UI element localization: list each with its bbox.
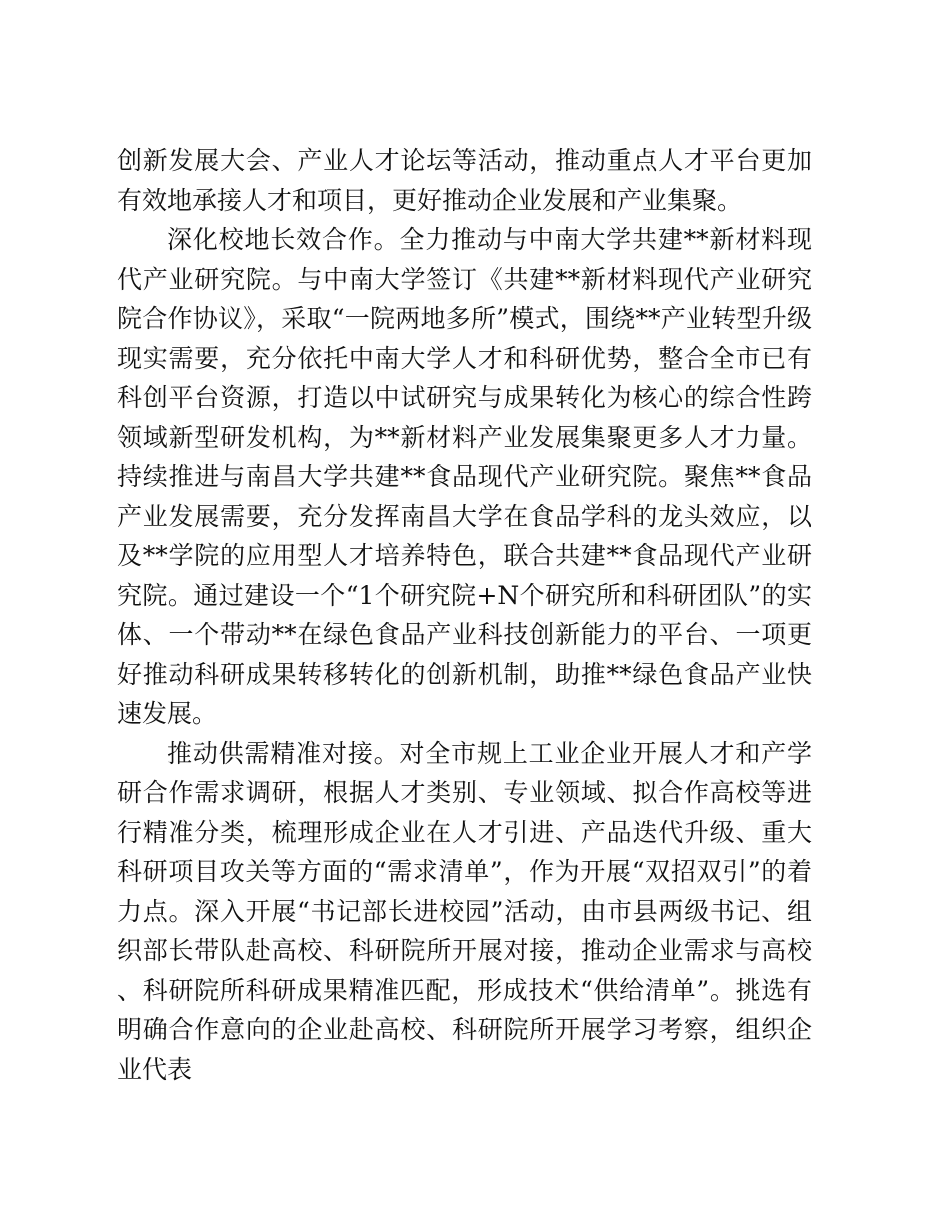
document-body: [117, 141, 812, 1089]
paragraph-supply-demand: 推动供需精准对接。对全市规上工业企业开展人才和产学研合作需求调研，根据人才类别、专业领域、拟合作高校等进行精准分类，梳理形成企业在人才引进、产品迭代升级、重大科研项目攻关等方面的“需求清单”，作为开展“双招双引”的着力点。深入开展“书记部长进校园”活动，由市县两级书记、组织部长带队赴高校、科研院所开展对接，推动企业需求与高校、科研院所科研成果精准匹配，形成技术“供给清单”。挑选有明确合作意向的企业赴高校、科研院所开展学习考察，组织企业代表: [117, 738, 812, 1084]
paragraph-school-cooperation: 深化校地长效合作。全力推动与中南大学共建**新材料现代产业研究院。与中南大学签订《共建**新材料现代产业研究院合作协议》，采取“一院两地多所”模式，围绕**产业转型升级现实需要，充分依托中南大学人才和科研优势，整合全市已有科创平台资源，打造以中试研究与成果转化为核心的综合性跨领域新型研发机构，为**新材料产业发展集聚更多人才力量。持续推进与南昌大学共建**食品现代产业研究院。聚焦**食品产业发展需要，充分发挥南昌大学在食品学科的龙头效应，以及**学院的应用型人才培养特色，联合共建**食品现代产业研究院。通过建设一个“1个研究院+N个研究所和科研团队”的实体、一个带动**在绿色食品产业科技创新能力的平台、一项更好推动科研成果转移转化的创新机制，助推**绿色食品产业快速发展。: [117, 225, 812, 728]
paragraph-talent-platform: 创新发展大会、产业人才论坛等活动，推动重点人才平台更加有效地承接人才和项目，更好推动企业发展和产业集聚。: [117, 146, 812, 215]
